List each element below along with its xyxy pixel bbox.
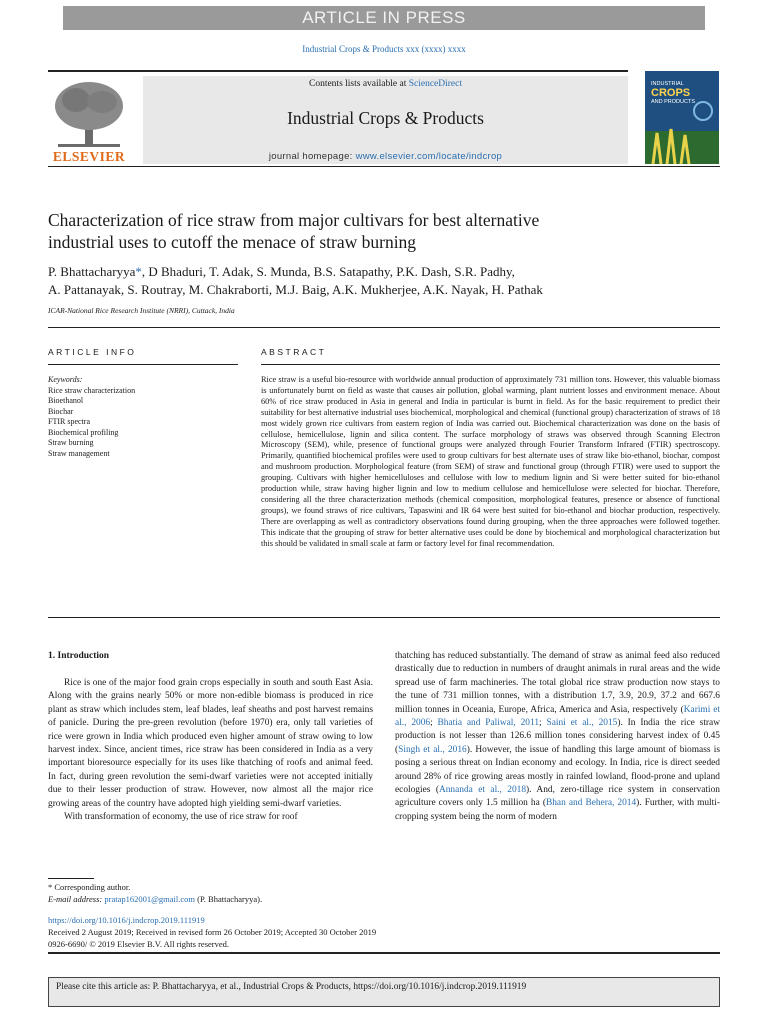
keyword: FTIR spectra: [48, 417, 90, 426]
affiliation: ICAR-National Rice Research Institute (NRRI), Cuttack, India: [48, 306, 235, 315]
citation-link[interactable]: Bhatia and Paliwal, 2011: [437, 718, 540, 729]
email-link[interactable]: pratap162001@gmail.com: [104, 894, 196, 904]
intro-text: ). Further, with multi-cropping system being the norm of modern: [395, 798, 720, 822]
abstract-bottom-rule: [48, 617, 720, 618]
abstract-heading: ABSTRACT: [261, 347, 327, 357]
email-note: [48, 893, 262, 905]
corresponding-author-marker[interactable]: *: [135, 264, 142, 279]
email-label: E-mail address:: [48, 894, 105, 904]
journal-title: Industrial Crops & Products: [287, 108, 484, 128]
introduction-heading: 1. Introduction: [48, 651, 110, 661]
keyword: Bioethanol: [48, 396, 84, 405]
title-line-2: industrial uses to cutoff the menace of straw burning: [48, 232, 417, 252]
cover-small: INDUSTRIAL: [651, 81, 684, 87]
author-list: [48, 263, 728, 299]
intro-text: thatching has reduced substantially. The demand of straw as animal feed also reduced drastically due to reduction in numbers of draught animals in rural areas and the wide spread use of farm machineries. The total global rice straw production now stays to the tune of 731 million tonnes, with a distribution 1.7, 3.9, 20.9, 37.2 and 667.6 million tonnes in Oceania, Europe, Africa, America and Asia, respectively (: [395, 651, 720, 715]
sciencedirect-link[interactable]: ScienceDirect: [408, 79, 462, 89]
abstract-rule: [261, 364, 720, 365]
elsevier-wordmark: ELSEVIER: [52, 149, 126, 164]
cover-title: [651, 81, 695, 106]
footnote-rule: [48, 878, 94, 879]
keyword: Biochemical profiling: [48, 427, 119, 437]
citation-link[interactable]: Bhan and Behera, 2014: [545, 798, 637, 809]
email-suffix: (P. Bhattacharyya).: [195, 894, 263, 904]
authors-line-2: A. Pattanayak, S. Routray, M. Chakraborti, M.J. Baig, A.K. Mukherjee, A.K. Nayak, H. Pathak: [48, 282, 543, 297]
contents-line: [143, 79, 628, 89]
header-rule-bottom: [48, 166, 720, 167]
doi-link[interactable]: https://doi.org/10.1016/j.indcrop.2019.111919: [48, 915, 205, 925]
corresponding-author-name: P. Bhattacharyya: [48, 264, 136, 279]
footer-rule: [48, 952, 720, 954]
citation-link[interactable]: Singh et al., 2016: [398, 744, 467, 755]
citation-text[interactable]: Please cite this article as: P. Bhattacharyya, et al., Industrial Crops & Products, https://doi.org/10.1016/j.indcrop.2019.111919: [56, 982, 527, 992]
article-info-rule: [48, 364, 238, 365]
contents-prefix: Contents lists available at: [308, 79, 409, 89]
keyword: Straw burning: [48, 438, 94, 447]
intro-right-column: [395, 650, 720, 824]
keywords-block: [48, 375, 238, 459]
keyword: Rice straw characterization: [48, 385, 136, 395]
intro-left-column: [48, 677, 373, 824]
journal-reference[interactable]: Industrial Crops & Products xxx (xxxx) xxxx: [302, 44, 466, 54]
corresponding-author-note: * Corresponding author.: [48, 882, 131, 892]
title-rule: [48, 327, 720, 328]
keyword: Straw management: [48, 448, 110, 458]
citation-link[interactable]: Annanda et al., 2018: [438, 785, 527, 796]
homepage-link[interactable]: www.elsevier.com/locate/indcrop: [355, 151, 503, 162]
homepage-prefix: journal homepage:: [268, 151, 356, 162]
cover-sub: AND PRODUCTS: [651, 99, 696, 105]
keywords-label: Keywords:: [48, 375, 83, 384]
intro-text: ). However, the issue of handling this large amount of biomass is posing a serious threat on Indian economy and ecology. In India, rice is direct seeded around 28% of rice growing areas mostly in rainfed lowland, flood-prone and upland ecologies (: [395, 744, 720, 796]
intro-text: ). And, zero-tillage rice system in conservation agriculture covers only 1.5 million ha (: [395, 785, 720, 809]
article-title: [48, 209, 728, 253]
intro-paragraph-1: Rice is one of the major food grain crops especially in south and south East Asia. Along with the grains nearly 50% or more non-edible biomass is produced in rice plant as straw which includes stem, leaf blades, leaf sheaths and post harvest remains of panicle. During the pre-green revolution (before 1970) era, only tall varieties of rice were grown in India which produced even higher amount of straw owing to low harvest index. Since, ancient times, rice straw has been considered in India as a very important bioresource especially for its uses like thatching of roofs and animal feed. In fact, during green revolution the semi-dwarf varieties were not accepted initially due to their lesser production of straw. However, now almost all the major rice growing areas of the country have adopted high yielding semi-dwarf varieties.: [48, 678, 373, 809]
received-dates: Received 2 August 2019; Received in revised form 26 October 2019; Accepted 30 October 2019: [48, 927, 377, 937]
abstract-text: Rice straw is a useful bio-resource with worldwide annual production of approximately 731 million tons. However, this valuable biomass is unfortunately burnt on field as waste that causes air pollution, global warming, plant nutrient losses and environment menace. About 60% of rice straw produced in Asia in general and India in particular is burnt in field. As for the basic requirement to predict their suitability for best alternative industrial uses biochemical, morphological and chemical (functional group) characterization of straws of 18 most widely grown rice cultivars from eastern region of India was carried out. Biochemical characterization was done on the basis of cellulose, hemicellulose, lignin and silica content. The surface morphology of straws was observed through Scanning Electron Microscopy (SEM), while, presence of functional groups were analyzed through Fourier Transform Infrared (FTIR) spectroscopy. Primarily, quantified biochemical profiles were used to group cultivars for best alternate uses of straw like bio-ethanol, biochar, compost and mushroom production. Morphological feature (from SEM) of straw and functional group (through FTIR) were used to support the grouping. Cultivars with higher hemicelluloses and cellulose with low to medium lignin and Si were better suited for bio-ethanol production while, straw having higher lignin and low to medium cellulose and hemicellulose were selected for biochar. Therefore, considering all the three characterization methods (chemical composition, morphological features, presence or absence of functional groups), we found straws of rice cultivars, Tapaswini and IR 64 were best suited for bio-ethanol and biochar production, respectively. There are overlapping as well as contradictory observations found during grouping, when the three approaches were followed together. This indicate that the grouping of straw for better alternative uses could be done by biochemical and morphological characterization but this should be validated in small scale at farm or factory level for final recommendation.: [261, 375, 720, 548]
intro-text: ). In India the rice straw production is not lesser than 126.6 million tones considering harvest index of 0.45 (: [395, 718, 720, 755]
authors-line-1: [48, 263, 728, 281]
journal-homepage: [143, 151, 628, 162]
citation-link[interactable]: Saini et al., 2015: [546, 718, 618, 729]
header-rule-top: [48, 70, 628, 72]
copyright-line: 0926-6690/ © 2019 Elsevier B.V. All rights reserved.: [48, 939, 230, 949]
article-info-heading: ARTICLE INFO: [48, 347, 137, 357]
article-in-press-banner: ARTICLE IN PRESS: [63, 6, 705, 30]
intro-paragraph-2: With transformation of economy, the use of rice straw for roof: [64, 812, 298, 823]
keyword: Biochar: [48, 406, 74, 416]
citation-link[interactable]: Karimi et al., 2006: [395, 704, 720, 729]
intro-text: ;: [430, 718, 438, 729]
authors-line-1-rest: , D Bhaduri, T. Adak, S. Munda, B.S. Satapathy, P.K. Dash, S.R. Padhy,: [141, 264, 515, 279]
journal-cover-image[interactable]: [645, 71, 719, 164]
title-line-1: Characterization of rice straw from major cultivars for best alternative: [48, 210, 540, 230]
cover-big: CROPS: [651, 87, 691, 99]
intro-text: ;: [539, 718, 547, 729]
